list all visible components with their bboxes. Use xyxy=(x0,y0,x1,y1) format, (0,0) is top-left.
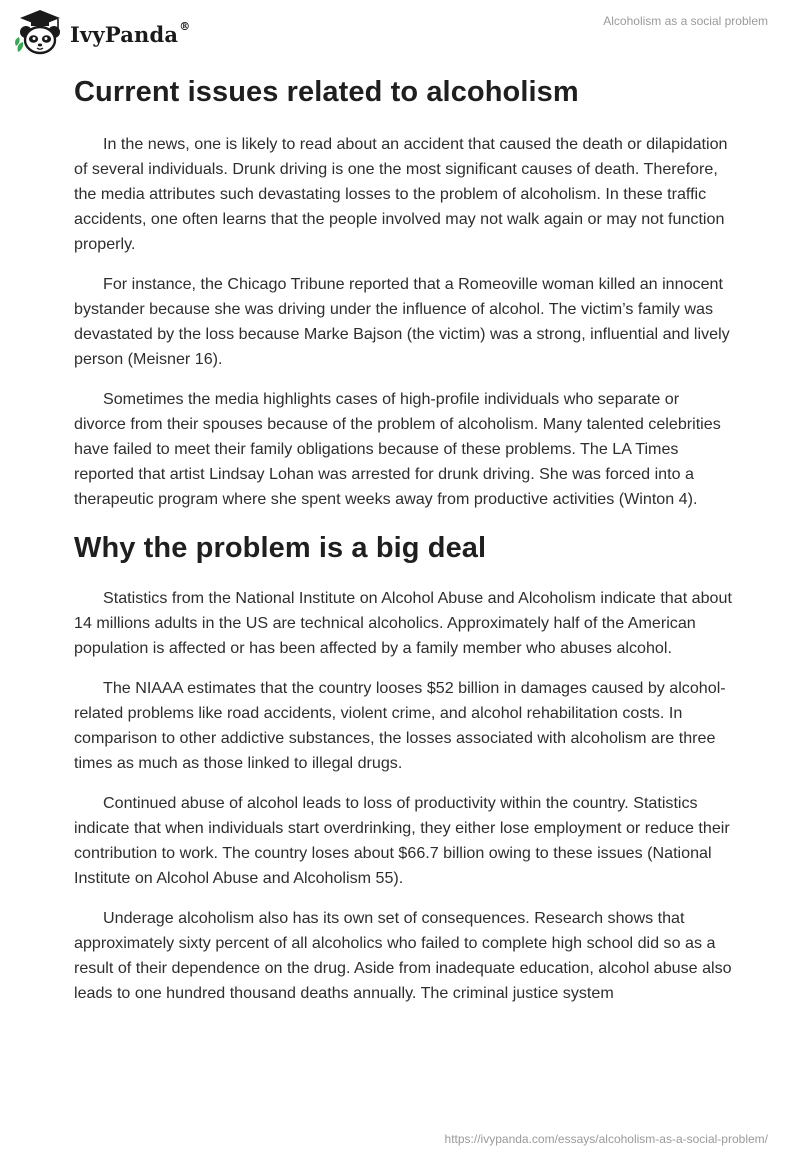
article-body xyxy=(74,72,734,1021)
paragraph: Sometimes the media highlights cases of high-profile individuals who separate or divorce from their spouses because of the problem of alcoholism. Many talented celebrities have failed to meet their family obligations because of these problems. The LA Times reported that artist Lindsay Lohan was arrested for drunk driving. She was forced into a therapeutic program where she spent weeks away from productive activities (Winton 4). xyxy=(74,390,721,508)
paragraph: In the news, one is likely to read about an accident that caused the death or dilapidation of several individuals. Drunk driving is one the most significant causes of death. Therefore, the media attributes such devastating losses to the problem of alcoholism. In these traffic accidents, one often learns that the people involved may not walk again or may not function properly. xyxy=(74,135,728,253)
paragraph: For instance, the Chicago Tribune reported that a Romeoville woman killed an innocent bystander because she was driving under the influence of alcohol. The victim’s family was devastated by the loss because Marke Bajson (the victim) was a strong, influential and lively person (Meisner 16). xyxy=(74,275,730,368)
brand-logo[interactable] xyxy=(14,8,190,58)
section-heading: Why the problem is a big deal xyxy=(74,532,487,564)
paragraph: Underage alcoholism also has its own set of consequences. Research shows that approximately sixty percent of all alcoholics who failed to complete high school did so as a result of their dependence on the drug. Aside from inadequate education, alcohol abuse also leads to one hundred thousand deaths annually. The criminal justice system xyxy=(74,909,732,1002)
paragraph: Statistics from the National Institute on Alcohol Abuse and Alcoholism indicate that about 14 millions adults in the US are technical alcoholics. Approximately half of the American population is affected or has been affected by a family member who abuses alcohol. xyxy=(74,589,732,657)
paragraph: Continued abuse of alcohol leads to loss of productivity within the country. Statistics indicate that when individuals start overdrinking, they either lose employment or reduce their contribution to work. The country loses about $66.7 billion owing to these issues (National Institute on Alcohol Abuse and Alcoholism 55). xyxy=(74,794,730,887)
section-heading: Current issues related to alcoholism xyxy=(74,76,579,108)
panda-graduate-icon xyxy=(14,8,66,58)
source-url[interactable]: https://ivypanda.com/essays/alcoholism-as-a-social-problem/ xyxy=(444,1132,768,1146)
page-header xyxy=(0,0,800,60)
document-title: Alcoholism as a social problem xyxy=(603,14,768,28)
paragraph: The NIAAA estimates that the country looses $52 billion in damages caused by alcohol-related problems like road accidents, violent crime, and alcohol rehabilitation costs. In comparison to other addictive substances, the losses associated with alcoholism are three times as much as those linked to illegal drugs. xyxy=(74,679,726,772)
brand-name: IvyPanda® xyxy=(70,19,191,47)
